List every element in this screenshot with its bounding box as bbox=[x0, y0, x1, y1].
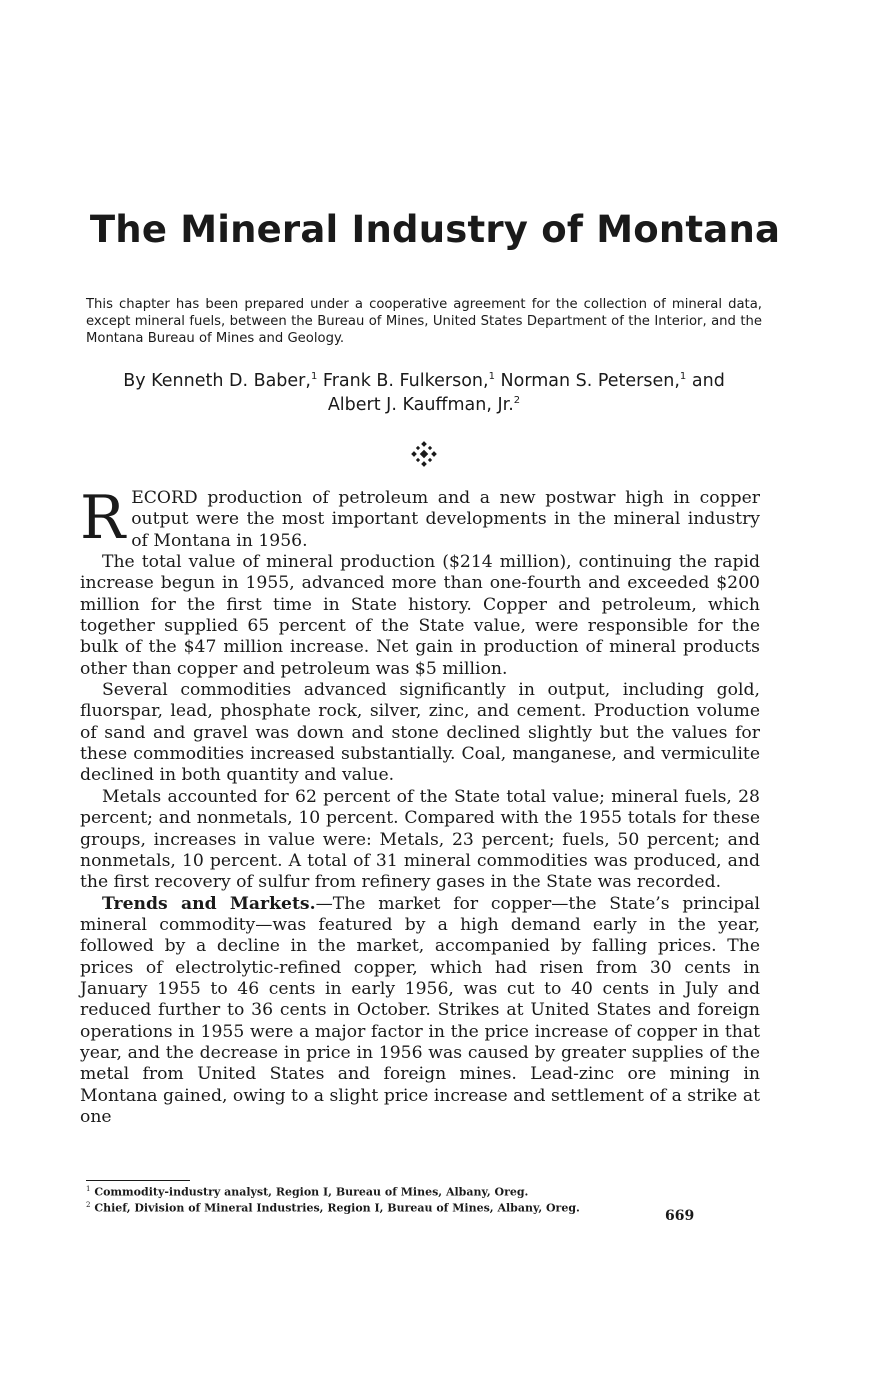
author-name: Norman S. Petersen, bbox=[500, 371, 680, 391]
diamond-fleuron-icon bbox=[410, 440, 438, 468]
article-body bbox=[80, 483, 760, 1128]
author-byline bbox=[86, 369, 762, 417]
chapter-title: The Mineral Industry of Montana bbox=[89, 208, 781, 251]
author-name: Albert J. Kauffman, Jr. bbox=[327, 395, 514, 415]
author-name: Kenneth D. Baber, bbox=[151, 371, 311, 391]
footnote-rule bbox=[86, 1180, 190, 1181]
paragraph: The total value of mineral production ($214 million), continuing the rapid increase begun in 1955, advanced more than one-fourth and exceeded $200 million for the first time in State history. Copper and petroleum, which together supplied 65 percent of the State value, were responsible for the bulk of the $47 million increase. Net gain in production of mineral products other than copper and petroleum was $5 million. bbox=[80, 552, 760, 679]
footnote-text: Commodity-industry analyst, Region I, Bureau of Mines, Albany, Oreg. bbox=[94, 1185, 529, 1199]
footnotes bbox=[86, 1183, 706, 1215]
paragraph: Metals accounted for 62 percent of the State total value; mineral fuels, 28 percent; and nonmetals, 10 percent. Compared with the 1955 totals for these groups, increases in value were: Metals, 23 percent; fuels, 50 percent; and nonmetals, 10 percent. A total of 31 mineral commodities was produced, and the first recovery of sulfur from refinery gases in the State was recorded. bbox=[80, 786, 760, 893]
footnote-marker: 2 bbox=[513, 395, 521, 407]
footnote-marker: 1 bbox=[488, 371, 495, 383]
drop-cap: R bbox=[80, 483, 126, 553]
footnote-marker: 1 bbox=[679, 371, 687, 383]
paragraph: Several commodities advanced significantly in output, including gold, fluorspar, lead, phosphate rock, silver, zinc, and cement. Production volume of sand and gravel was down and stone declined slightly but the values for these commodities increased substantially. Coal, manganese, and vermiculite declined in both quantity and value. bbox=[80, 680, 760, 786]
footnote-marker: 2 bbox=[86, 1201, 91, 1210]
cooperative-agreement-note: This chapter has been prepared under a cooperative agreement for the collection of mineral data, except mineral fuels, between the Bureau of Mines, United States Department of the Interior, and the Montana Bureau of Mines and Geology. bbox=[86, 297, 762, 346]
author-name: Frank B. Fulkerson, bbox=[322, 371, 489, 391]
byline-joiner: and bbox=[691, 371, 725, 391]
footnote-marker: 1 bbox=[310, 371, 318, 383]
paragraph-text: —The market for copper—the State’s principal mineral commodity—was featured by a high demand early in the year, followed by a decline in the market, accompanied by falling prices. The prices of electrolytic-refined copper, which had risen from 30 cents in January 1955 to 46 cents in early 1956, was cut to 40 cents in July and reduced further to 36 cents in October. Strikes at United States and foreign operations in 1955 were a major factor in the price increase of copper in that year, and the decrease in price in 1956 was caused by greater supplies of the metal from United States and foreign mines. Lead-zinc ore mining in Montana gained, owing to a slight price increase and settlement of a strike at one bbox=[80, 893, 760, 1127]
footnote bbox=[86, 1183, 706, 1199]
footnote-marker: 1 bbox=[86, 1185, 91, 1193]
paragraph-text: ECORD production of petroleum and a new postwar high in copper output were the most important developments in the mineral industry of Montana in 1956. bbox=[131, 488, 760, 551]
footnote bbox=[86, 1199, 706, 1215]
opening-paragraph bbox=[80, 483, 760, 553]
byline-prefix: By bbox=[123, 371, 146, 391]
trends-paragraph bbox=[80, 894, 760, 1129]
footnote-text: Chief, Division of Mineral Industries, Region I, Bureau of Mines, Albany, Oreg. bbox=[94, 1201, 580, 1215]
page-number: 669 bbox=[665, 1208, 695, 1224]
section-heading: Trends and Markets. bbox=[102, 893, 316, 914]
